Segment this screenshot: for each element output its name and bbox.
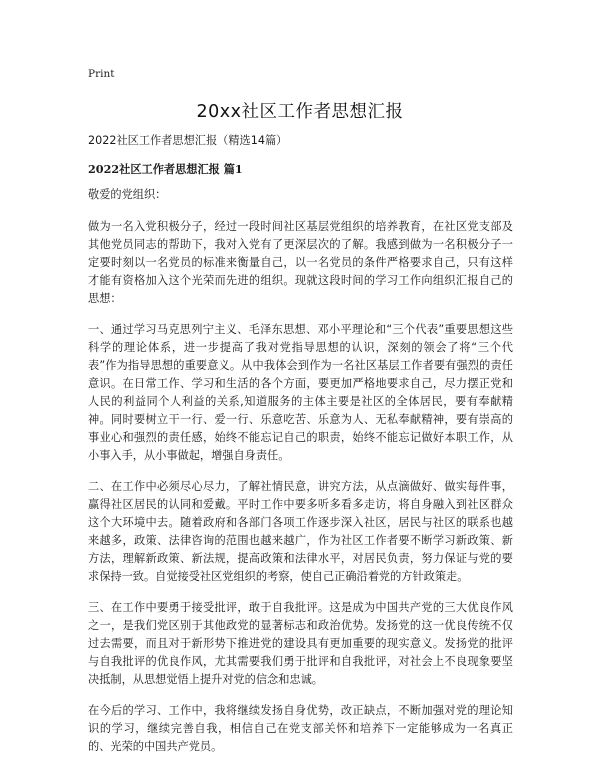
- paragraph-point-three: 三、在工作中要勇于接受批评，敢于自我批评。这是成为中国共产党的三大优良作风之一，是我们党区别于其他政党的显著标志和政治优势。发扬党的这一优良传统不仅过去需要，而且对于新形势下推进党的建设具有更加重要的现实意义。发扬党的批评与自我批评的优良作风，尤其需要我们勇于批评和自我批评，对社会上不良现象要坚决抵制，从思想觉悟上提升对党的信念和忠诚。: [88, 601, 513, 686]
- salutation: 敬爱的党组织：: [88, 188, 167, 201]
- print-label: Print: [88, 68, 115, 80]
- paragraph-point-one: 一、通过学习马克思列宁主义、毛泽东思想、邓小平理论和“三个代表”重要思想这些科学的理论体系，进一步提高了我对党指导思想的认识，深刻的领会了将“三个代表”作为指导思想的重要意义。从中我体会到作为一名社区基层工作者要有强烈的责任意识。在日常工作、学习和生活的各个方面，要更加严格地要求自己，尽力摆正党和人民的利益同个人利益的关系,知道服务的主体主要是社区的全体居民，要有奉献精神。同时要树立干一行、爱一行、乐意吃苦、乐意为人、无私奉献精神，要有崇高的事业心和强烈的责任感，始终不能忘记自己的职责，始终不能忘记做好本职工作，从小事入手，从小事做起，增强自身责任。: [88, 323, 513, 462]
- paragraph-intro: 做为一名入党积极分子，经过一段时间社区基层党组织的培养教育，在社区党支部及其他党员同志的帮助下，我对入党有了更深层次的了解。我感到做为一名积极分子一定要时刻以一名党员的标准来衡量自己，以一名党员的条件严格要求自己，只有这样才能有资格加入这个光荣而先进的组织。现就这段时间的学习工作向组织汇报自己的思想：: [88, 220, 513, 305]
- paragraph-conclusion: 在今后的学习、工作中，我将继续发扬自身优势，改正缺点，不断加强对党的理论知识的学习，继续完善自我，相信自己在党支部关怀和培养下一定能够成为一名真正的、光荣的中国共产党员。: [88, 704, 513, 753]
- paragraph-point-two: 二、在工作中必须尽心尽力，了解社情民意，讲究方法，从点滴做好、做实每件事，赢得社区居民的认同和爱戴。平时工作中要多听多看多走访，将自身融入到社区群众这个大环境中去。随着政府和各部门各项工作逐步深入社区，居民与社区的联系也越来越多，政策、法律咨询的范围也越来越广，作为社区工作者要不断学习新政策、新方法，理解新政策、新法规，提高政策和法律水平，对居民负责，努力保证与党的要求保持一致。自觉接受社区党组织的考察，使自己正确沿着党的方针政策走。: [88, 480, 513, 583]
- page-title: 20xx社区工作者思想汇报: [196, 102, 404, 122]
- document-body: [88, 132, 513, 769]
- section-heading: 2022社区工作者思想汇报 篇1: [88, 162, 243, 176]
- document-subtitle: 2022社区工作者思想汇报（精选14篇）: [88, 134, 288, 147]
